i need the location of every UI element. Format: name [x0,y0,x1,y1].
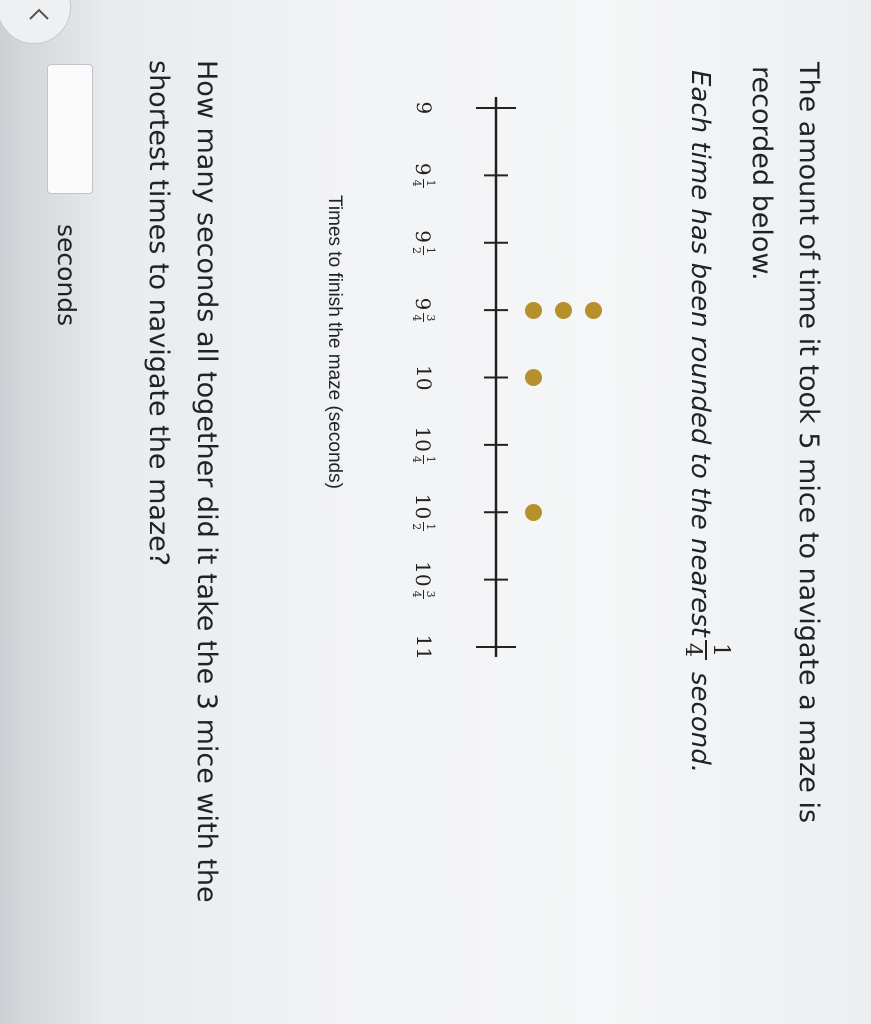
tick-label-whole: 10 [411,426,436,452]
tick-label-denominator: 4 [410,590,423,598]
rounding-fraction-numerator: 1 [708,643,733,657]
tick-label-denominator: 4 [410,179,423,187]
tick-label-denominator: 2 [410,523,423,531]
answer-input[interactable] [47,64,93,194]
tick-label-whole: 11 [412,634,436,660]
tick-label [411,561,436,598]
tick-label-whole: 10 [411,493,436,520]
tick-label [412,365,436,390]
tick-label [411,298,436,323]
tick-label-numerator: 1 [424,455,437,463]
tick-label-denominator: 4 [410,455,423,463]
tick-label-numerator: 3 [424,590,437,598]
chevron-left-icon [28,7,50,21]
tick-label-whole: 9 [411,230,436,243]
prompt-line-1: How many seconds all together did it take the 3 mice with the [191,60,222,903]
tick-label-numerator: 1 [424,523,437,531]
tick-label [411,230,436,255]
tick-label-whole: 9 [411,297,436,311]
back-button[interactable] [0,0,71,44]
prompt-line-2: shortest times to navigate the maze? [143,60,174,567]
tick-label-whole: 9 [412,101,436,115]
tick-label [411,426,436,463]
tick-label [412,102,436,115]
rounding-text: Each time has been rounded to the nearest [685,70,715,637]
rounding-fraction-denominator: 4 [680,643,706,657]
tick-label-denominator: 2 [410,246,423,254]
tick-label-whole: 10 [412,365,436,391]
tick-label-numerator: 1 [424,246,437,254]
tick-label-denominator: 4 [410,314,423,322]
tick-label-numerator: 1 [424,179,437,187]
tick-label-numerator: 3 [424,314,437,322]
tick-label-whole: 9 [411,162,436,176]
seconds-unit-label: seconds [52,224,81,327]
rounding-fraction [682,640,732,660]
intro-line-2: recorded below. [746,66,777,281]
intro-line-1: The amount of time it took 5 mice to navigate a maze is [793,62,824,824]
tick-label-whole: 10 [411,561,436,587]
line-plot [111,0,631,1024]
tick-label [412,635,436,660]
rounding-unit: second. [685,672,715,773]
axis-label: Times to finish the maze (seconds) [324,195,345,489]
tick-label [411,494,436,531]
tick-label [411,163,436,188]
